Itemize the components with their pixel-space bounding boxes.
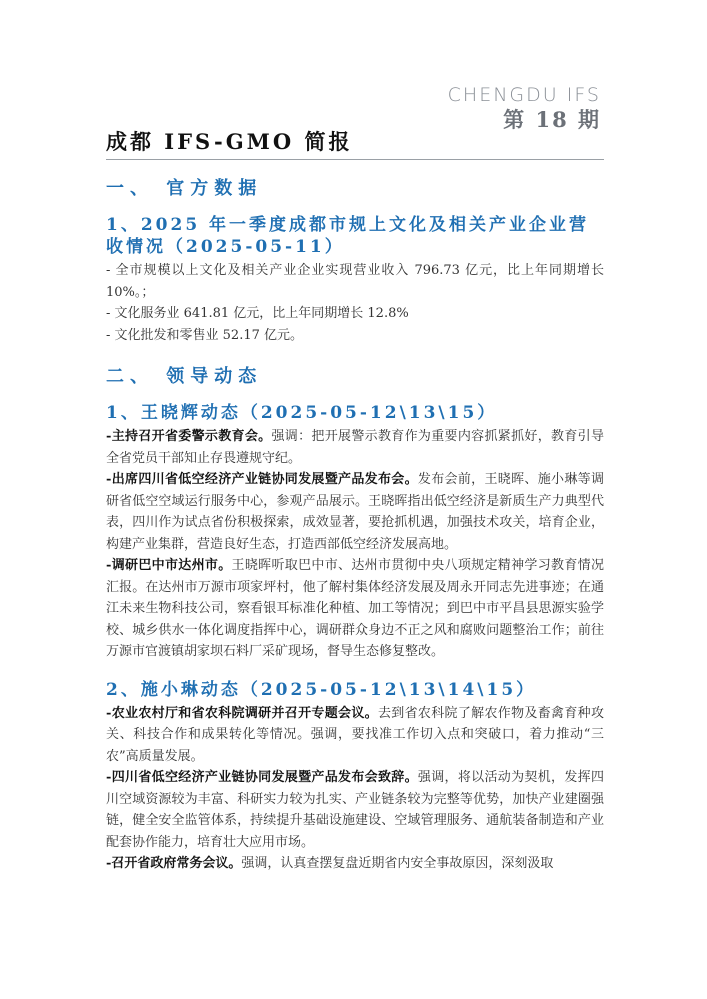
activity-paragraph: -召开省政府常务会议。强调，认真查摆复盘近期省内安全事故原因，深刻汲取 — [106, 856, 554, 871]
brand-logo-text: CHENGDU IFS — [447, 84, 601, 106]
bullet-paragraph: - 文化批发和零售业 52.17 亿元。 — [106, 327, 304, 343]
item-heading: 2、施小琳动态（2025-05-12\13\14\15） — [106, 679, 537, 700]
bullet-paragraph: - 文化服务业 641.81 亿元，比上年同期增长 12.8% — [106, 306, 409, 321]
document-title: 成都 IFS-GMO 简报 — [106, 129, 353, 154]
item-heading: 1、2025 年一季度成都市规上文化及相关产业企业营收情况（2025-05-11） — [106, 215, 590, 257]
activity-paragraph: -调研巴中市达州市。王晓晖听取巴中市、达州市贯彻中央八项规定精神学习教育情况汇报。在达州市万源市项家坪村，他了解村集体经济发展及周永开同志先进事迹；在通江未来生物科技公司，察看银耳标准化种植、加工等情况；到巴中市平昌县思源实验学校、城乡供水一体化调度指挥中心，调研群众身边不正之风和腐败问题整治工作；前往万源市官渡镇胡家坝石料厂采矿现场，督导生态修复整改。 — [106, 558, 604, 659]
section-official-data — [106, 174, 604, 346]
news-item — [106, 214, 604, 346]
activity-paragraph: -四川省低空经济产业链协同发展暨产品发布会致辞。强调，将以活动为契机，发挥四川空域资源较为丰富、科研实力较为扎实、产业链条较为完整等优势，加快产业建圈强链，健全安全监管体系，持续提升基础设施建设、空域管理服务、通航装备制造和产业配套协作能力，培育壮大应用市场。 — [106, 770, 604, 850]
section-heading: 一、 官方数据 — [106, 178, 263, 199]
document-body — [106, 168, 604, 891]
bullet-paragraph: - 全市规模以上文化及相关产业企业实现营业收入 796.73 亿元，比上年同期增长 10%。； — [106, 263, 604, 300]
news-item — [106, 679, 604, 875]
section-leader-activities — [106, 362, 604, 875]
activity-paragraph: -出席四川省低空经济产业链协同发展暨产品发布会。发布会前，王晓晖、施小琳等调研省低空空域运行服务中心，参观产品展示。王晓晖指出低空经济是新质生产力典型代表，四川作为试点省份积极探索，成效显著，要抢抓机遇，加强技术攻关，培育企业，构建产业集群，营造良好生态，打造西部低空经济发展高地。 — [106, 472, 604, 552]
issue-number: 第 18 期 — [503, 107, 601, 132]
section-heading: 二、 领导动态 — [106, 366, 263, 387]
item-heading: 1、王晓辉动态（2025-05-12\13\15） — [106, 403, 498, 423]
activity-paragraph: -农业农村厅和省农科院调研并召开专题会议。去到省农科院了解农作物及畜禽育种攻关、科技合作和成果转化等情况。强调，要找准工作切入点和突破口，着力推动“三农”高质量发展。 — [106, 705, 604, 764]
news-item — [106, 402, 604, 663]
activity-paragraph: -主持召开省委警示教育会。强调：把开展警示教育作为重要内容抓紧抓好，教育引导全省党员干部知止存畏遵规守纪。 — [106, 429, 604, 466]
title-divider — [106, 159, 604, 160]
